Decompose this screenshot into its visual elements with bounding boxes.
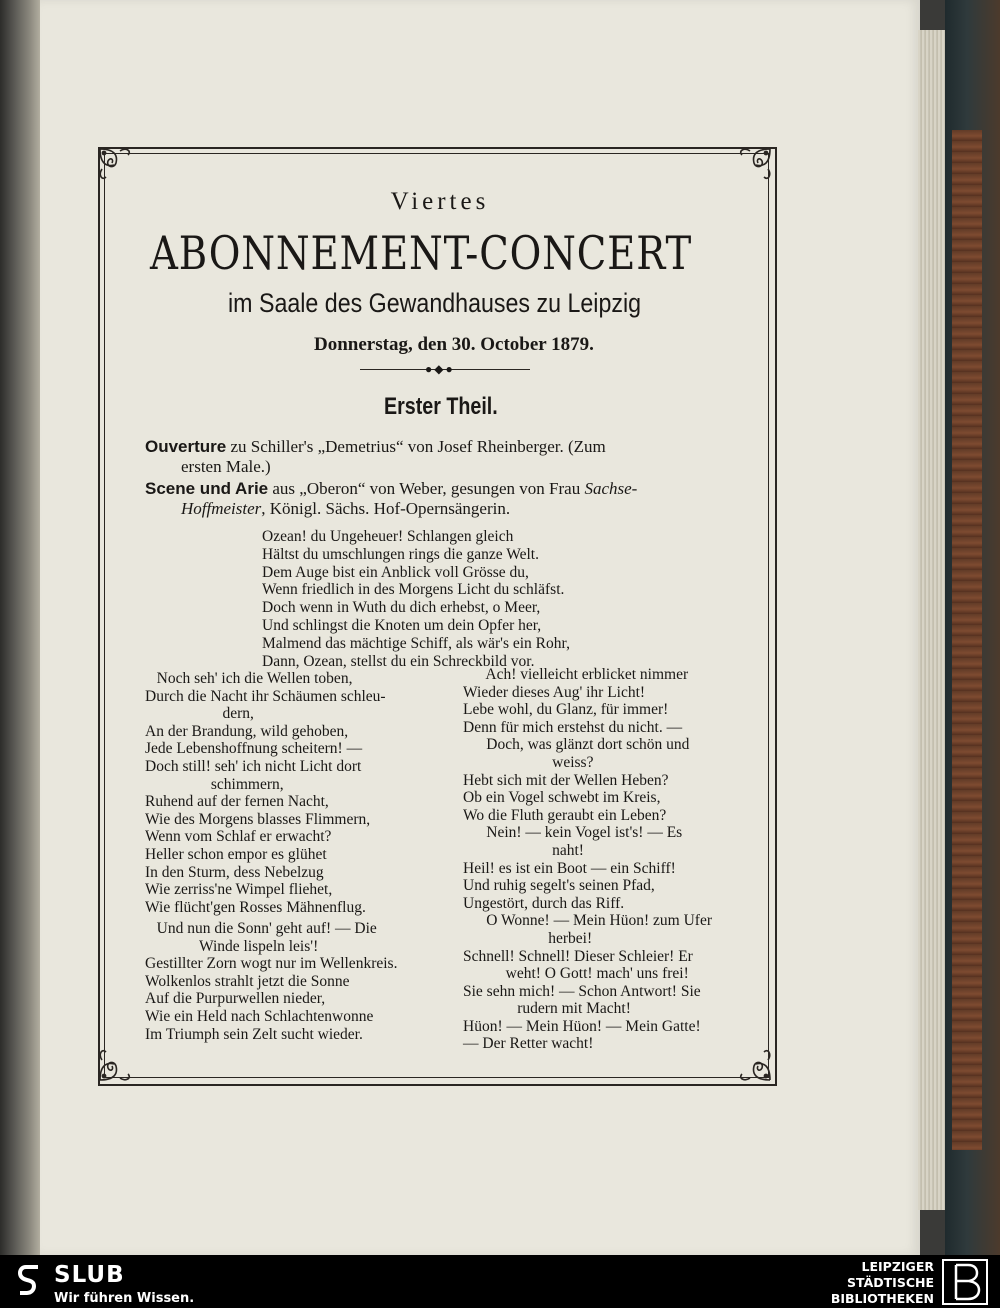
lyric-line: rudern mit Macht! [463, 1000, 631, 1018]
lyric-line: Wenn friedlich in des Morgens Licht du schläfst. [262, 581, 565, 599]
concert-date: Donnerstag, den 30. October 1879. [314, 334, 594, 355]
lyric-line: Gestillter Zorn wogt nur im Wellenkreis. [145, 955, 398, 973]
lyric-line: Hebt sich mit der Wellen Heben? [463, 771, 669, 789]
corner-ornament-icon [730, 1040, 774, 1084]
lyric-line: Und ruhig segelt's seinen Pfad, [463, 877, 655, 895]
footer-bar [0, 1255, 1000, 1308]
lyric-line: Jede Lebenshoffnung scheitern! — [145, 740, 363, 758]
lyric-line: Wie ein Held nach Schlachtenwonne [145, 1007, 374, 1025]
lyric-line: Wieder dieses Aug' ihr Licht! [463, 683, 646, 701]
lyric-line: Nein! — kein Vogel ist's! — Es [463, 824, 683, 842]
scene-entry-line2 [181, 498, 510, 519]
lyric-line: Im Triumph sein Zelt sucht wieder. [145, 1025, 363, 1043]
lyric-line: Hüon! — Mein Hüon! — Mein Gatte! [463, 1017, 701, 1035]
lyric-line: Wie des Morgens blasses Flimmern, [145, 810, 371, 828]
lyric-line: Wo die Fluth geraubt ein Leben? [463, 806, 667, 824]
lyric-line: Dem Auge bist ein Anblick voll Grösse du, [262, 563, 529, 581]
lyric-line: Und schlingst die Knoten um dein Opfer her, [262, 616, 542, 634]
lyric-line: dern, [145, 705, 254, 723]
partner-line2: STÄDTISCHE [847, 1275, 934, 1290]
scene-entry-line1 [145, 478, 637, 499]
lyrics-right-column [463, 666, 712, 1053]
lyric-line: Ob ein Vogel schwebt im Kreis, [463, 789, 661, 807]
scene-description: aus „Oberon“ von Weber, gesungen von Frau [268, 479, 585, 498]
lyric-line: Ozean! du Ungeheuer! Schlangen gleich [262, 528, 514, 545]
overture-name: Ouverture [145, 437, 227, 456]
lyric-line: Ach! vielleicht erblicket nimmer [463, 666, 689, 683]
lyric-line: Dann, Ozean, stellst du ein Schreckbild vor. [262, 652, 535, 670]
lyrics-left-column-b [145, 920, 397, 1043]
overture-entry-line1 [145, 436, 606, 457]
singer-title: , Königl. Sächs. Hof-Opernsängerin. [261, 499, 511, 518]
overture-description: zu Schiller's „Demetrius“ von Josef Rheinberger. (Zum [226, 437, 606, 456]
partner-line3: BIBLIOTHEKEN [830, 1291, 934, 1306]
library-name: SLUB [54, 1262, 125, 1288]
lyric-line: Denn für mich erstehst du nicht. — [463, 718, 683, 736]
lyric-line: Sie sehn mich! — Schon Antwort! Sie [463, 982, 701, 1000]
lyric-line: Ruhend auf der fernen Nacht, [145, 793, 329, 811]
partner-logo-icon [942, 1259, 988, 1305]
singer-name-part2: Hoffmeister [181, 499, 262, 518]
lyric-line: Doch, was glänzt dort schön und [463, 736, 690, 754]
section-heading: Erster Theil. [384, 393, 498, 420]
lyric-line: O Wonne! — Mein Hüon! zum Ufer [463, 912, 712, 930]
corner-ornament-icon [96, 145, 140, 189]
lyric-line: Wie flücht'gen Rosses Mähnenflug. [145, 898, 366, 916]
lyric-line: In den Sturm, dess Nebelzug [145, 863, 324, 881]
divider-ornament-icon: ●◆● [425, 362, 455, 376]
lyric-line: schimmern, [145, 775, 284, 793]
corner-ornament-icon [96, 1040, 140, 1084]
partner-library-label [831, 1259, 934, 1307]
page-stack-edges [918, 30, 948, 1210]
lyric-line: Noch seh' ich die Wellen toben, [145, 670, 353, 687]
lyric-line: Wie zerriss'ne Wimpel fliehet, [145, 881, 333, 899]
lyrics-left-column-a [145, 670, 386, 916]
lyric-line: Wenn vom Schlaf er erwacht? [145, 828, 332, 846]
concert-venue: im Saale des Gewandhauses zu Leipzig [228, 288, 642, 318]
partner-line1: LEIPZIGER [861, 1259, 934, 1274]
slub-logo-icon [18, 1264, 40, 1296]
lyric-line: Doch still! seh' ich nicht Licht dort [145, 757, 362, 775]
singer-name-part1: Sachse- [584, 479, 638, 498]
lyric-line: An der Brandung, wild gehoben, [145, 722, 349, 740]
lyric-line: weht! O Gott! mach' uns frei! [463, 965, 689, 983]
lyric-line: Schnell! Schnell! Dieser Schleier! Er [463, 947, 693, 965]
lyric-line: Malmend das mächtige Schiff, als wär's ein Rohr, [262, 634, 570, 652]
concert-title: ABONNEMENT-CONCERT [150, 226, 693, 280]
overture-entry-line2: ersten Male.) [181, 457, 271, 476]
library-tagline: Wir führen Wissen. [54, 1291, 195, 1306]
lyric-line: herbei! [463, 929, 593, 947]
concert-ordinal: Viertes [390, 188, 490, 215]
corner-ornament-icon [730, 145, 774, 189]
marbled-cover-strip [952, 130, 982, 1150]
lyric-line: Wolkenlos strahlt jetzt die Sonne [145, 972, 350, 990]
lyrics-intro-stanza [262, 528, 570, 670]
lyric-line: Hältst du umschlungen rings die ganze Welt. [262, 545, 539, 563]
lyric-line: — Der Retter wacht! [463, 1035, 594, 1053]
scene-name: Scene und Arie [145, 479, 269, 498]
lyric-line: Ungestört, durch das Riff. [463, 894, 625, 912]
lyric-line: Auf die Purpurwellen nieder, [145, 990, 326, 1008]
lyric-line: Doch wenn in Wuth du dich erhebst, o Meer, [262, 599, 541, 617]
lyric-line: Und nun die Sonn' geht auf! — Die [145, 920, 377, 937]
lyric-line: weiss? [463, 753, 594, 771]
lyric-line: Heil! es ist ein Boot — ein Schiff! [463, 859, 676, 877]
lyric-line: Durch die Nacht ihr Schäumen schleu- [145, 687, 386, 705]
lyric-line: Lebe wohl, du Glanz, für immer! [463, 701, 669, 719]
lyric-line: naht! [463, 841, 584, 859]
lyric-line: Heller schon empor es glühet [145, 845, 327, 863]
lyric-line: Winde lispeln leis'! [145, 937, 319, 955]
